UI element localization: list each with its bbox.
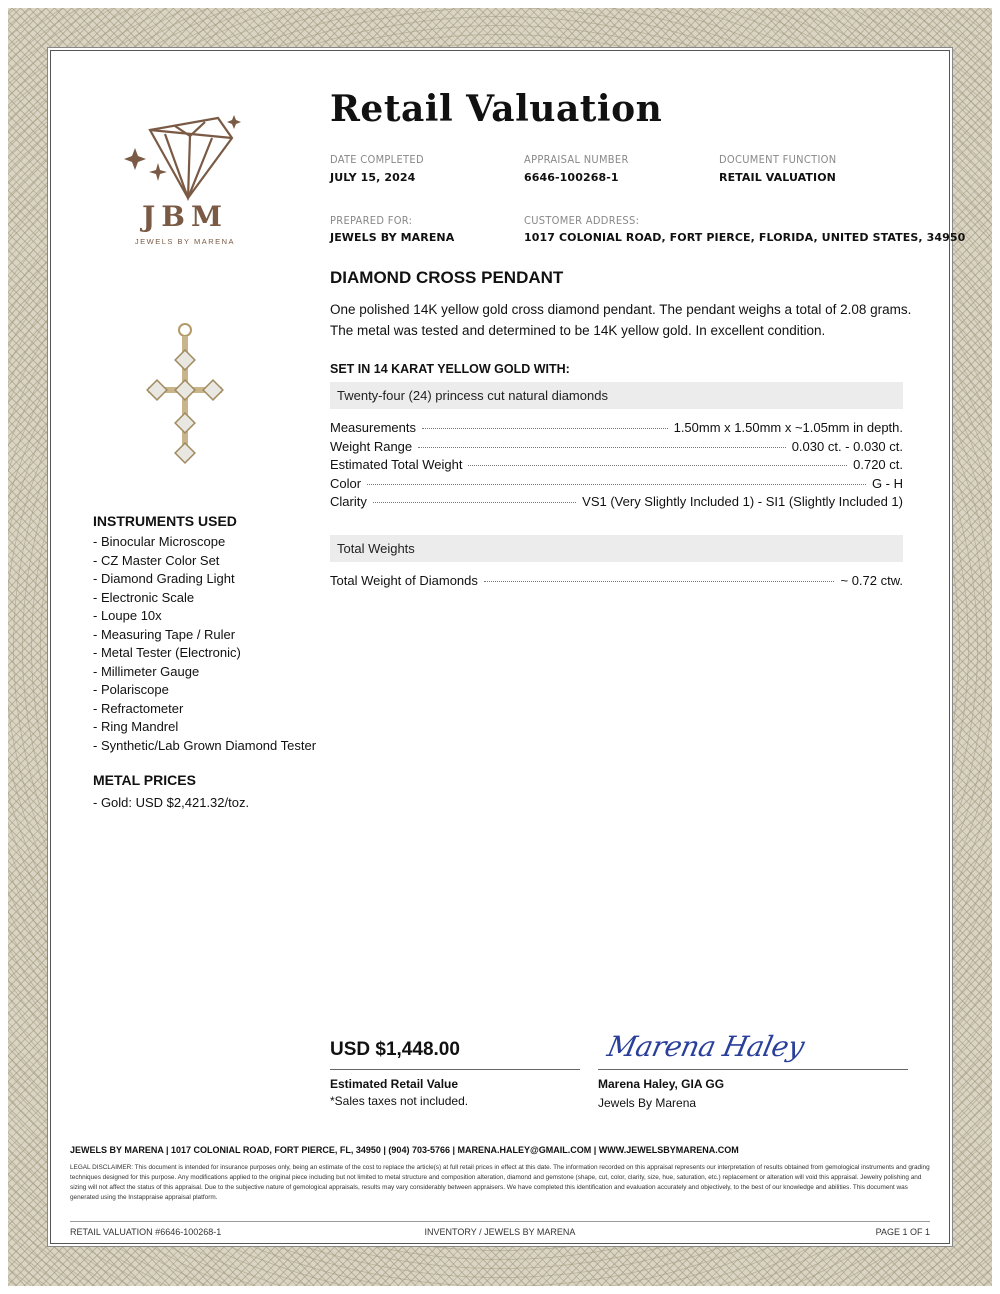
spec-row bbox=[330, 476, 903, 495]
footer-contact: JEWELS BY MARENA | 1017 COLONIAL ROAD, FORT PIERCE, FL, 34950 | (904) 703-5766 | MARENA.HALEY@GMAIL.COM | WWW.JEWELSBYMARENA.COM bbox=[70, 1145, 739, 1155]
spec-value: 0.720 ct. bbox=[853, 457, 903, 473]
valuation-note: *Sales taxes not included. bbox=[330, 1094, 469, 1108]
list-item: - Ring Mandrel bbox=[93, 719, 179, 734]
stone-bar: Twenty-four (24) princess cut natural diamonds bbox=[330, 382, 903, 409]
footer-right: PAGE 1 OF 1 bbox=[875, 1227, 930, 1237]
totals-list bbox=[330, 573, 903, 592]
page-title: Retail Valuation bbox=[330, 88, 663, 130]
footer-center: INVENTORY / JEWELS BY MARENA bbox=[424, 1227, 576, 1237]
list-item: - Metal Tester (Electronic) bbox=[93, 645, 241, 660]
list-item: - Measuring Tape / Ruler bbox=[93, 626, 236, 642]
signer-company: Jewels By Marena bbox=[598, 1096, 697, 1110]
meta-label-address: CUSTOMER ADDRESS: bbox=[524, 214, 640, 227]
spec-value: 1.50mm x 1.50mm x ~1.05mm in depth. bbox=[673, 420, 903, 435]
totals-bar: Total Weights bbox=[330, 535, 903, 562]
list-item: - Electronic Scale bbox=[93, 589, 195, 605]
logo-tagline: JEWELS BY MARENA bbox=[134, 237, 236, 246]
signature-divider bbox=[598, 1069, 908, 1070]
meta-label-prepared: PREPARED FOR: bbox=[330, 214, 413, 227]
footer-divider bbox=[70, 1221, 930, 1222]
spec-row bbox=[330, 439, 903, 458]
spec-value: 0.030 ct. - 0.030 ct. bbox=[791, 438, 903, 454]
spec-value: G - H bbox=[871, 475, 903, 491]
list-item: - Refractometer bbox=[93, 700, 184, 716]
list-item: - Synthetic/Lab Grown Diamond Tester bbox=[93, 737, 317, 753]
spec-value: VS1 (Very Slightly Included 1) - SI1 (Slightly Included 1) bbox=[582, 494, 903, 510]
meta-value-function: RETAIL VALUATION bbox=[719, 171, 836, 184]
metal-price-item: - Gold: USD $2,421.32/toz. bbox=[93, 795, 250, 810]
total-key: Total Weight of Diamonds bbox=[330, 573, 478, 588]
specs-list bbox=[330, 420, 903, 513]
spec-row bbox=[330, 494, 903, 513]
list-item: - Loupe 10x bbox=[93, 608, 162, 623]
total-value: ~ 0.72 ctw. bbox=[840, 573, 903, 588]
spec-row bbox=[330, 457, 903, 476]
meta-label-function: DOCUMENT FUNCTION bbox=[719, 153, 837, 166]
signature: Marena Haley bbox=[604, 1030, 807, 1063]
meta-value-prepared: JEWELS BY MARENA bbox=[330, 231, 455, 244]
valuation-label: Estimated Retail Value bbox=[330, 1077, 459, 1091]
valuation-divider bbox=[330, 1069, 580, 1070]
setting-heading: SET IN 14 KARAT YELLOW GOLD WITH: bbox=[330, 362, 570, 376]
spec-key: Weight Range bbox=[330, 438, 413, 454]
pendant-image bbox=[120, 320, 250, 470]
signer-name: Marena Haley, GIA GG bbox=[598, 1077, 725, 1091]
meta-value-address: 1017 COLONIAL ROAD, FORT PIERCE, FLORIDA, UNITED STATES, 34950 bbox=[524, 231, 966, 244]
meta-label-date: DATE COMPLETED bbox=[330, 153, 424, 166]
item-title: DIAMOND CROSS PENDANT bbox=[330, 268, 564, 287]
spec-key: Color bbox=[330, 475, 362, 491]
list-item: - Millimeter Gauge bbox=[93, 663, 200, 679]
spec-key: Measurements bbox=[330, 420, 416, 435]
list-item: - Diamond Grading Light bbox=[93, 571, 235, 586]
valuation-amount: USD $1,448.00 bbox=[330, 1039, 460, 1060]
list-item: - Polariscope bbox=[93, 682, 169, 697]
spec-key: Estimated Total Weight bbox=[330, 457, 463, 473]
instruments-heading: INSTRUMENTS USED bbox=[93, 513, 237, 529]
list-item: - CZ Master Color Set bbox=[93, 552, 220, 568]
diamond-logo-icon bbox=[120, 108, 250, 208]
instruments-list bbox=[93, 533, 316, 755]
footer-left: RETAIL VALUATION #6646-100268-1 bbox=[70, 1227, 222, 1237]
spec-key: Clarity bbox=[330, 494, 367, 510]
logo-mark: JBM bbox=[142, 200, 228, 233]
total-row bbox=[330, 573, 903, 592]
list-item: - Binocular Microscope bbox=[93, 534, 226, 549]
item-description: One polished 14K yellow gold cross diamond pendant. The pendant weighs a total of 2.08 grams. The metal was tested and determined to be 14K yellow gold. In excellent condition. bbox=[330, 302, 912, 338]
meta-label-appraisal: APPRAISAL NUMBER bbox=[524, 153, 629, 166]
spec-row bbox=[330, 420, 903, 439]
meta-value-date: JULY 15, 2024 bbox=[330, 171, 416, 184]
metal-prices-heading: METAL PRICES bbox=[93, 772, 196, 788]
legal-disclaimer: LEGAL DISCLAIMER: This document is intended for insurance purposes only, being an estimate of the cost to replace the article(s) at full retail prices in effect at this date. The information recorded on this appraisal represents our interpretation of results obtained from gemological instruments and grading techniques designed for this purpose. Any modifications applied to the original piece including but not limited to metal structure and composition alteration, diamond and gemstone (shape, cut, color, clarity, size, hue, saturation, etc.) replacement or alteration will void this appraisal. Jewelry polishing and sizing will not affect the status of this appraisal. Due to the subjective nature of gemological appraisals, results may vary considerably between appraisers. We have completed this identification and evaluation accurately and objectively, to the best of our knowledge and abilities. This document was generated using the Instappraise appraisal platform. bbox=[70, 1164, 930, 1201]
meta-value-appraisal: 6646-100268-1 bbox=[524, 171, 619, 184]
